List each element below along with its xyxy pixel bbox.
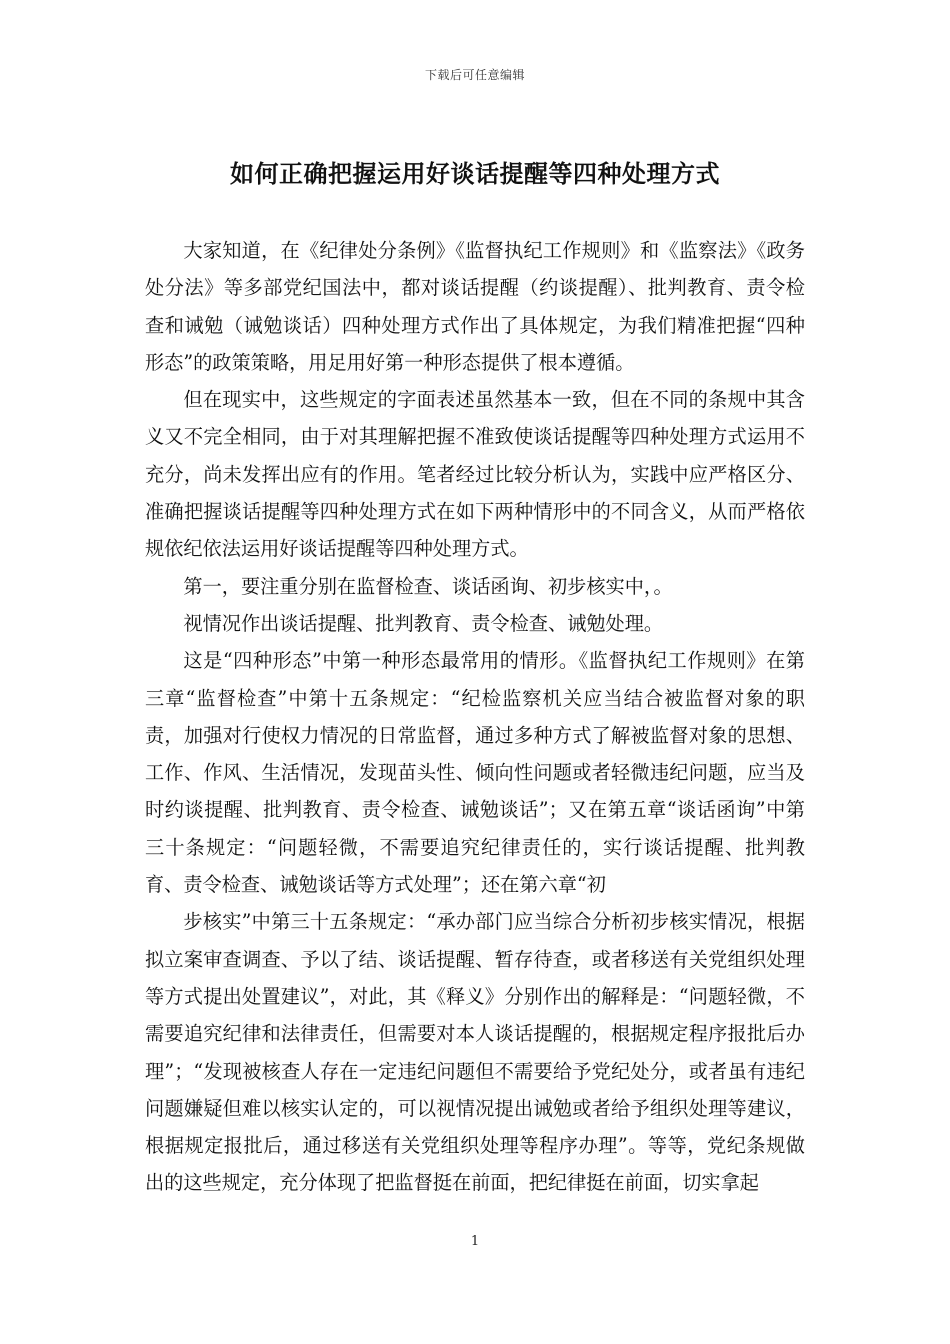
page-number: 1 (470, 1234, 480, 1249)
paragraph: 但在现实中，这些规定的字面表述虽然基本一致，但在不同的条规中其含义又不完全相同，由于对其理解把握不准致使谈话提醒等四种处理方式运用不充分，尚未发挥出应有的作用。笔者经过比较分析认为，实践中应严格区分、准确把握谈话提醒等四种处理方式在如下两种情形中的不同含义，从而严格依规依纪依法运用好谈话提醒等四种处理方式。 (145, 388, 805, 561)
paragraph: 视情况作出谈话提醒、批判教育、责令检查、诫勉处理。 (183, 611, 664, 635)
paragraph: 这是“四种形态”中第一种形态最常用的情形。《监督执纪工作规则》在第三章“监督检查”中第十五条规定：“纪检监察机关应当结合被监督对象的职责，加强对行使权力情况的日常监督，通过多种方式了解被监督对象的思想、工作、作风、生活情况，发现苗头性、倾向性问题或者轻微违纪问题，应当及时约谈提醒、批判教育、责令检查、诫勉谈话”；又在第五章“谈话函询”中第三十条规定：“问题轻微，不需要追究纪律责任的，实行谈话提醒、批判教育、责令检查、诫勉谈话等方式处理”；还在第六章“初 (145, 649, 805, 897)
document-body (145, 232, 805, 1202)
paragraph: 步核实”中第三十五条规定：“承办部门应当综合分析初步核实情况，根据拟立案审查调查、予以了结、谈话提醒、暂存待查，或者移送有关党组织处理等方式提出处置建议”，对此，其《释义》分别作出的解释是：“问题轻微，不需要追究纪律和法律责任，但需要对本人谈话提醒的，根据规定程序报批后办理”；“发现被核查人存在一定违纪问题但不需要给予党纪处分，或者虽有违纪问题嫌疑但难以核实认定的，可以视情况提出诫勉或者给予组织处理等建议，根据规定报批后，通过移送有关党组织处理等程序办理”。等等，党纪条规做出的这些规定，充分体现了把监督挺在前面，把纪律挺在前面，切实拿起 (145, 910, 805, 1195)
paragraph: 第一，要注重分别在监督检查、谈话函询、初步核实中，。 (183, 574, 673, 598)
header-note: 下载后可任意编辑 (424, 68, 525, 82)
paragraph: 大家知道，在《纪律处分条例》《监督执纪工作规则》和《监察法》《政务处分法》等多部党纪国法中，都对谈话提醒（约谈提醒）、批判教育、责令检查和诫勉（诫勉谈话）四种处理方式作出了具体规定，为我们精准把握“四种形态”的政策策略，用足用好第一种形态提供了根本遵循。 (145, 239, 805, 374)
document-title: 如何正确把握运用好谈话提醒等四种处理方式 (230, 159, 720, 188)
